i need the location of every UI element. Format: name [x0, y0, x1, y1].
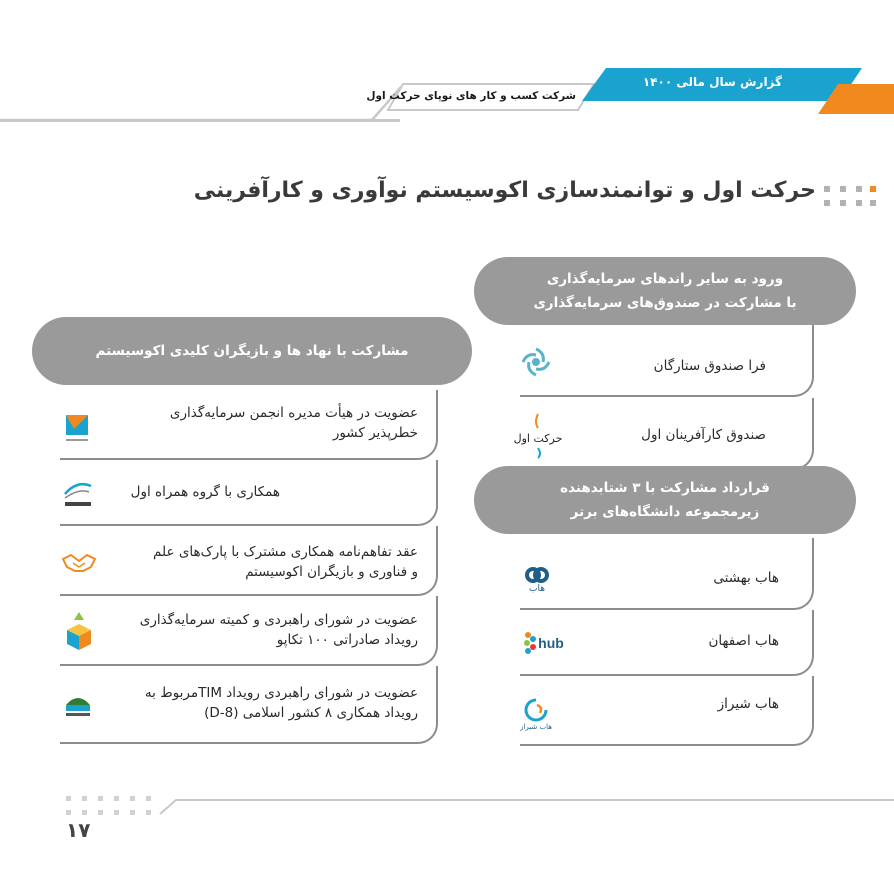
company-name: شرکت کسب و کار های نوپای حرکت اول: [366, 90, 576, 102]
logo-text: هاب: [529, 584, 545, 594]
fund-label: فرا صندوق ستارگان: [653, 358, 766, 374]
ecosystem-item-line: همکاری با گروه همراه اول: [130, 484, 280, 500]
svg-text:حرکت اول: حرکت اول: [514, 432, 562, 445]
accelerators-heading: [474, 466, 856, 534]
hub-label: هاب اصفهان: [708, 633, 779, 649]
handshake-icon: [60, 548, 98, 578]
ecosystem-item-line: خطر‌پذیر کشور: [332, 425, 418, 441]
ecosystem-item-line: عقد تفاهم‌نامه همکاری مشترک با پارک‌های علم: [153, 544, 418, 560]
page-title: حرکت اول و توانمندسازی اکوسیستم نوآوری و کارآفرینی: [193, 178, 816, 203]
heading-line: با مشارکت در صندوق‌های سرمایه‌گذاری: [533, 295, 797, 311]
heading-line: مشارکت با نهاد ها و بازیگران کلیدی اکوسیستم: [95, 343, 409, 359]
hub-shiraz-logo-icon: [518, 692, 554, 736]
heading-line: زیرمجموعه دانشگاه‌های برتر: [570, 504, 760, 520]
setaregan-logo-icon: [518, 344, 554, 380]
ecosystem-item-line: رویداد صادراتی ۱۰۰ تکاپو: [276, 632, 418, 648]
cube-logo-icon: [62, 608, 96, 654]
hub-beheshti-logo-icon: [520, 560, 554, 600]
hub-label: هاب بهشتی: [713, 570, 779, 586]
hamrah-aval-logo-icon: [58, 474, 98, 512]
ecosystem-item-line: عضویت در شورای راهبردی رویداد TIMمربوط به: [144, 685, 418, 701]
logo-text: hub: [538, 635, 564, 651]
hub-isfahan-logo-icon: [518, 626, 568, 660]
ecosystem-heading: [32, 317, 472, 385]
title-dots-icon: [824, 186, 876, 214]
ecosystem-item-line: عضویت در شورای راهبردی و کمیته سرمایه‌گذاری: [139, 612, 418, 628]
investment-rounds-heading: [474, 257, 856, 325]
harekat-aval-logo-icon: [514, 410, 562, 460]
ecosystem-item-line: عضویت در هیأت مدیره انجمن سرمایه‌گذاری: [169, 405, 418, 421]
d8-logo-icon: [58, 688, 98, 724]
heading-line: ورود به سایر راندهای سرمایه‌گذاری: [546, 271, 784, 287]
report-title: گزارش سال مالی ۱۴۰۰: [642, 75, 782, 89]
ecosystem-item-line: و فناوری و بازیگران اکوسیستم: [245, 564, 418, 580]
fund-label: صندوق کارآفرینان اول: [641, 427, 766, 443]
heading-line: قرارداد مشارکت با ۳ شتابدهنده: [560, 480, 770, 496]
header-tabs: [0, 0, 894, 130]
hub-label: هاب شیراز: [717, 696, 779, 712]
ecosystem-item-line: رویداد همکاری ۸ کشور اسلامی (D-8): [204, 705, 418, 721]
vc-association-logo-icon: [60, 408, 94, 448]
logo-text: هاب شیراز: [520, 723, 552, 731]
footer-dots-icon: [66, 796, 166, 820]
page-number: ۱۷: [66, 818, 91, 842]
